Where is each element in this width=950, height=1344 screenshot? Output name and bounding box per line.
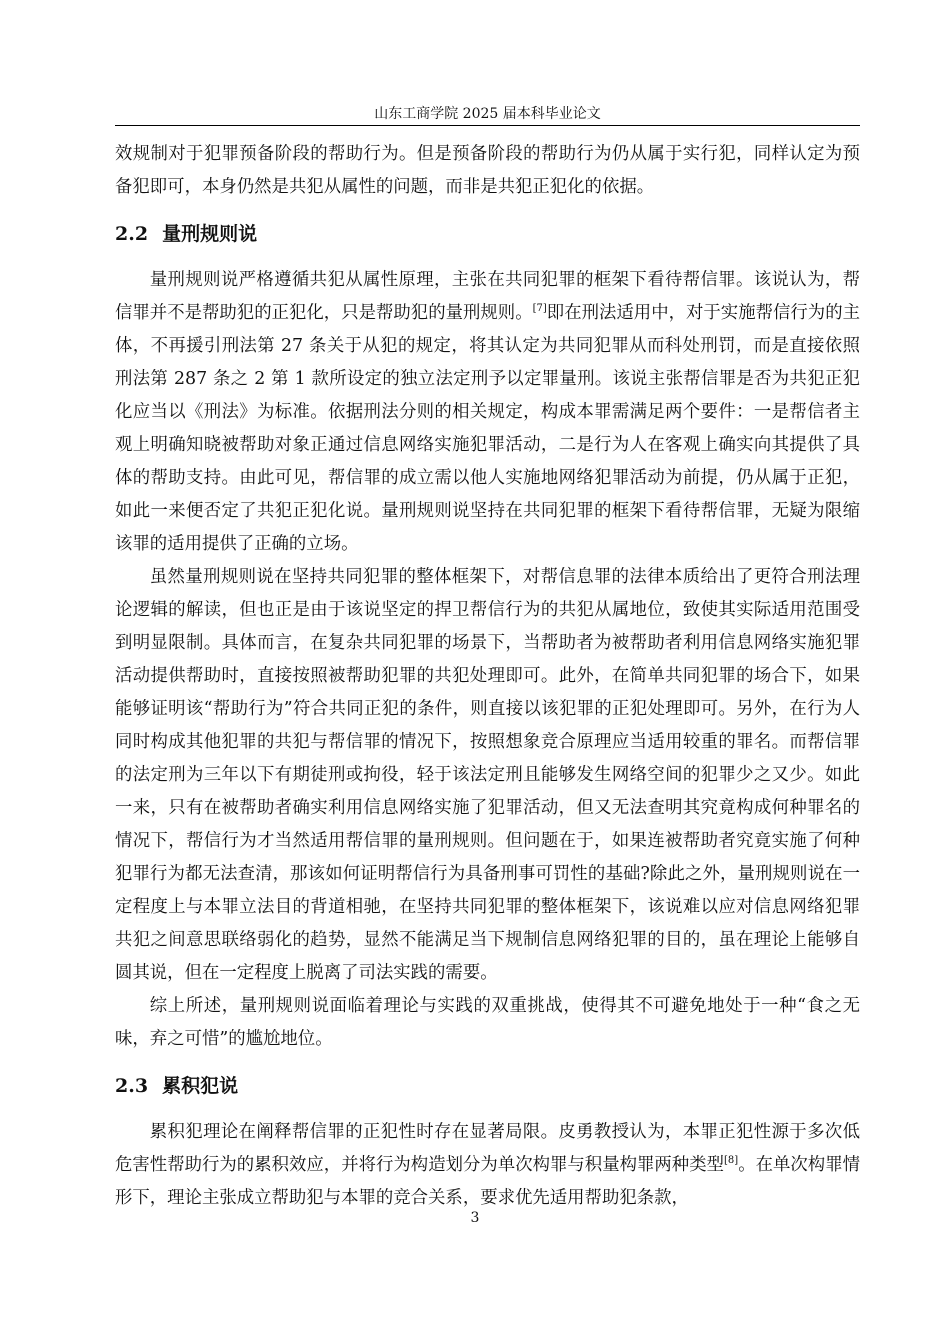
page-header [115,103,860,126]
section-title: 累积犯说 [162,1075,239,1097]
page-content [115,138,860,1215]
paragraph [115,1116,860,1215]
paragraph-text: 量刑规则说严格遵循共犯从属性原理，主张在共同犯罪的框架下看待帮信罪。该说认为，帮信罪并不是帮助犯的正犯化，只是帮助犯的量刑规则。 [115,270,860,323]
paragraph: 综上所述，量刑规则说面临着理论与实践的双重挑战，使得其不可避免地处于一种“食之无味，弃之可惜”的尴尬地位。 [115,996,860,1049]
citation-marker: [7] [532,303,547,315]
section-title: 量刑规则说 [162,223,258,245]
paragraph [115,264,860,561]
section-number: 2.3 [115,1075,149,1097]
page-footer [0,1208,950,1228]
section-heading-2-3 [115,1056,860,1116]
paragraph-text: 。在单次构罪情形下，理论主张成立帮助犯与本罪的竞合关系，要求优先适用帮助犯条款， [115,1155,860,1208]
paragraph-text: 累积犯理论在阐释帮信罪的正犯性时存在显著局限。皮勇教授认为，本罪正犯性源于多次低危害性帮助行为的累积效应，并将行为构造划分为单次构罪与积量构罪两种类型 [115,1122,860,1175]
section-number: 2.2 [115,223,149,245]
citation-marker: [8] [724,1155,739,1167]
paragraph: 虽然量刑规则说在坚持共同犯罪的整体框架下，对帮信息罪的法律本质给出了更符合刑法理论逻辑的解读，但也正是由于该说坚定的捍卫帮信行为的共犯从属地位，致使其实际适用范围受到明显限制。具体而言，在复杂共同犯罪的场景下，当帮助者为被帮助者利用信息网络实施犯罪活动提供帮助时，直接按照被帮助犯罪的共犯处理即可。此外，在简单共同犯罪的场合下，如果能够证明该“帮助行为”符合共同正犯的条件，则直接以该犯罪的正犯处理即可。另外，在行为人同时构成其他犯罪的共犯与帮信罪的情况下，按照想象竞合原理应当适用较重的罪名。而帮信罪的法定刑为三年以下有期徒刑或拘役，轻于该法定刑且能够发生网络空间的犯罪少之又少。如此一来，只有在被帮助者确实利用信息网络实施了犯罪活动，但又无法查明其究竟构成何种罪名的情况下，帮信行为才当然适用帮信罪的量刑规则。但问题在于，如果连被帮助者究竟实施了何种犯罪行为都无法查清，那该如何证明帮信行为具备刑事可罚性的基础?除此之外，量刑规则说在一定程度上与本罪立法目的背道相驰，在坚持共同犯罪的整体框架下，该说难以应对信息网络犯罪共犯之间意思联络弱化的趋势，显然不能满足当下规制信息网络犯罪的目的，虽在理论上能够自圆其说，但在一定程度上脱离了司法实践的需要。 [115,567,860,983]
paragraph-continued: 效规制对于犯罪预备阶段的帮助行为。但是预备阶段的帮助行为仍从属于实行犯，同样认定为预备犯即可，本身仍然是共犯从属性的问题，而非是共犯正犯化的依据。 [115,144,860,197]
page-number: 3 [470,1210,480,1226]
section-heading-2-2 [115,204,860,264]
paragraph-text: 即在刑法适用中，对于实施帮信行为的主体，不再援引刑法第 27 条关于从犯的规定，将其认定为共同犯罪从而科处刑罚，而是直接依照刑法第 287 条之 2 第 1 款所设定的独立法定刑予以定罪量刑。该说主张帮信罪是否为共犯正犯化应当以《刑法》为标准。依据刑法分则的相关规定，构成本罪需满足两个要件：一是帮信者主观上明确知晓被帮助对象正通过信息网络实施犯罪活动，二是行为人在客观上确实向其提供了具体的帮助支持。由此可见，帮信罪的成立需以他人实施地网络犯罪活动为前提，仍从属于正犯，如此一来便否定了共犯正犯化说。量刑规则说坚持在共同犯罪的框架下看待帮信罪，无疑为限缩该罪的适用提供了正确的立场。 [115,303,860,554]
header-title: 山东工商学院 2025 届本科毕业论文 [374,106,601,122]
